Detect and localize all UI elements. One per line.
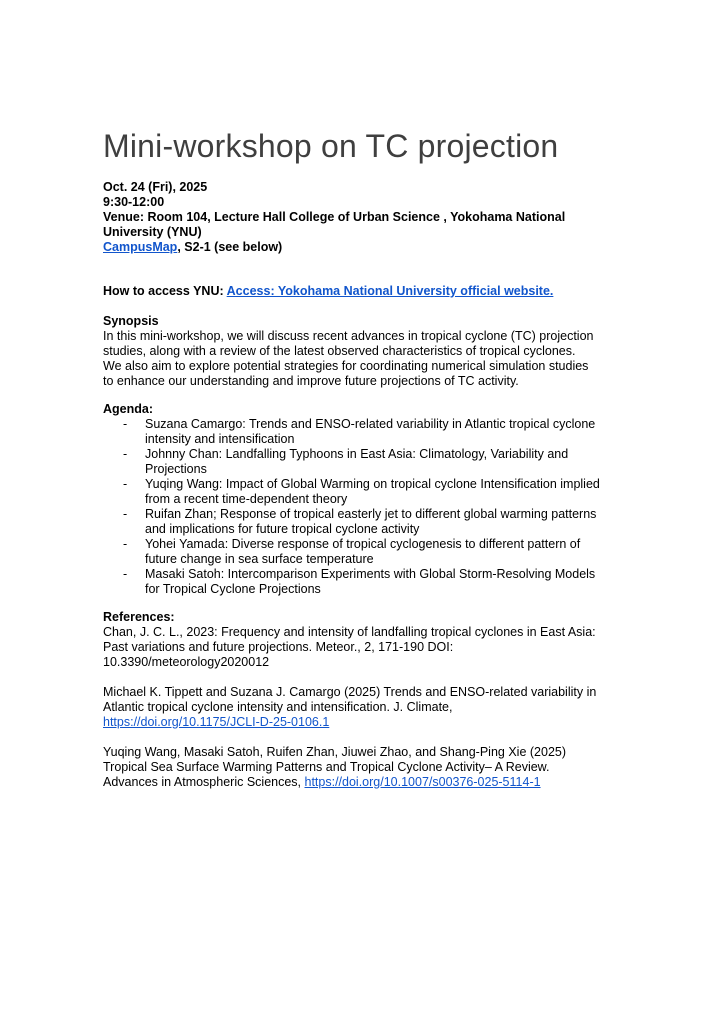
agenda-heading: Agenda: [103, 402, 153, 416]
agenda-line: Yohei Yamada: Diverse response of tropical cyclogenesis to different pattern of [145, 537, 581, 551]
event-venue-line-2: University (YNU) [103, 225, 202, 239]
agenda-item [103, 477, 624, 507]
reference-entry [103, 745, 624, 790]
reference-line: Tropical Sea Surface Warming Patterns and Tropical Cyclone Activity– A Review. [103, 760, 550, 774]
bullet-dash: - [123, 537, 128, 551]
synopsis-line: In this mini-workshop, we will discuss recent advances in tropical cyclone (TC) projection [103, 329, 594, 343]
bullet-dash: - [123, 507, 128, 521]
agenda-line: from a recent time-dependent theory [145, 492, 348, 506]
agenda-line: Suzana Camargo: Trends and ENSO-related variability in Atlantic tropical cyclone [145, 417, 596, 431]
reference-line: Chan, J. C. L., 2023: Frequency and intensity of landfalling tropical cyclones in East Asia: [103, 625, 596, 639]
access-label: How to access YNU: [103, 284, 227, 298]
agenda-item-text [145, 477, 624, 507]
agenda-line: Johnny Chan: Landfalling Typhoons in East Asia: Climatology, Variability and [145, 447, 569, 461]
campus-map-rest: , S2-1 (see below) [177, 240, 283, 254]
access-line [103, 284, 624, 299]
references-heading: References: [103, 610, 175, 624]
agenda-item-text [145, 417, 624, 447]
reference-line [103, 775, 624, 790]
agenda-line: and implications for future tropical cyclone activity [145, 522, 420, 536]
agenda-item [103, 507, 624, 537]
event-venue-line-1: Venue: Room 104, Lecture Hall College of Urban Science , Yokohama National [103, 210, 566, 224]
agenda-section [103, 402, 624, 597]
agenda-line: intensity and intensification [145, 432, 295, 446]
bullet-dash: - [123, 447, 128, 461]
agenda-line: Yuqing Wang: Impact of Global Warming on tropical cyclone Intensification implied [145, 477, 600, 491]
references-section [103, 610, 624, 790]
event-time: 9:30-12:00 [103, 195, 165, 209]
agenda-line: for Tropical Cyclone Projections [145, 582, 321, 596]
agenda-line: Masaki Satoh: Intercomparison Experiments with Global Storm-Resolving Models [145, 567, 596, 581]
agenda-item [103, 417, 624, 447]
reference-line-text: Advances in Atmospheric Sciences, [103, 775, 305, 789]
reference-entry [103, 685, 624, 730]
reference-line: 10.3390/meteorology2020012 [103, 655, 270, 669]
agenda-item-text [145, 537, 624, 567]
bullet-dash: - [123, 417, 128, 431]
synopsis-section [103, 314, 624, 389]
bullet-dash: - [123, 477, 128, 491]
synopsis-line: to enhance our understanding and improve future projections of TC activity. [103, 374, 519, 388]
agenda-item-text [145, 507, 624, 537]
agenda-item [103, 537, 624, 567]
agenda-item [103, 567, 624, 597]
synopsis-line: studies, along with a review of the latest observed characteristics of tropical cyclones. [103, 344, 576, 358]
reference-line [103, 715, 624, 730]
reference-line: Atlantic tropical cyclone intensity and intensification. J. Climate, [103, 700, 453, 714]
access-website-link[interactable]: Access: Yokohama National University official website. [226, 284, 554, 298]
doi-link[interactable]: https://doi.org/10.1007/s00376-025-5114-1 [304, 775, 541, 789]
campus-map-line [103, 240, 624, 255]
agenda-line: Projections [145, 462, 207, 476]
agenda-item [103, 447, 624, 477]
bullet-dash: - [123, 567, 128, 581]
campus-map-link[interactable]: CampusMap [103, 240, 178, 254]
reference-entry [103, 625, 624, 670]
event-date: Oct. 24 (Fri), 2025 [103, 180, 208, 194]
reference-line: Michael K. Tippett and Suzana J. Camargo (2025) Trends and ENSO-related variability in [103, 685, 597, 699]
page-title: Mini-workshop on TC projection [103, 128, 559, 164]
agenda-line: future change in sea surface temperature [145, 552, 374, 566]
event-details [103, 180, 624, 255]
reference-line: Past variations and future projections. Meteor., 2, 171-190 DOI: [103, 640, 454, 654]
agenda-item-text [145, 567, 624, 597]
synopsis-line: We also aim to explore potential strategies for coordinating numerical simulation studies [103, 359, 589, 373]
agenda-line: Ruifan Zhan; Response of tropical easterly jet to different global warming patterns [145, 507, 597, 521]
agenda-item-text [145, 447, 624, 477]
synopsis-heading: Synopsis [103, 314, 159, 328]
doi-link[interactable]: https://doi.org/10.1175/JCLI-D-25-0106.1 [103, 715, 330, 729]
reference-line: Yuqing Wang, Masaki Satoh, Ruifen Zhan, Jiuwei Zhao, and Shang-Ping Xie (2025) [103, 745, 567, 759]
